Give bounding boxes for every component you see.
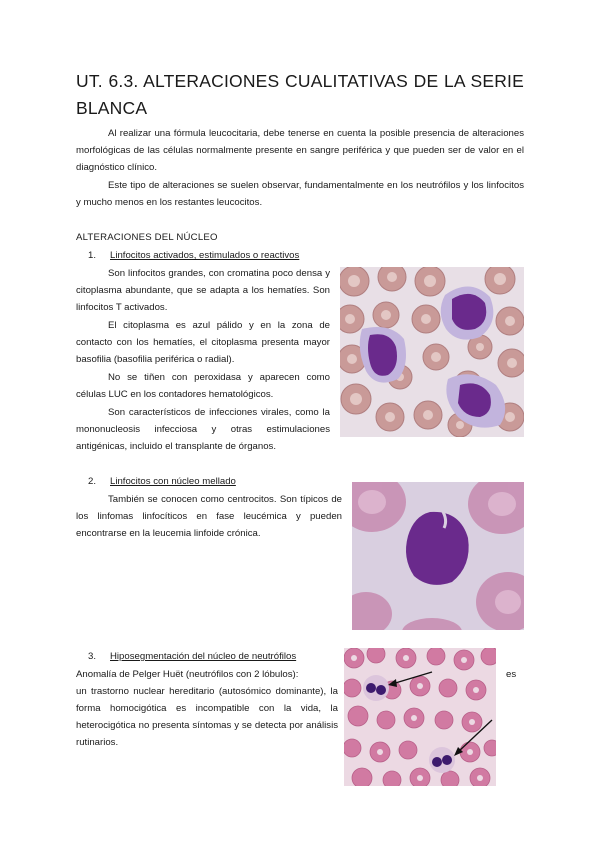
section-heading: ALTERACIONES DEL NÚCLEO [76, 232, 218, 243]
item-3-heading [88, 651, 296, 662]
page-title-line1: UT. 6.3. ALTERACIONES CUALITATIVAS DE LA SERIE [76, 71, 524, 91]
item-2-label: Linfocitos con núcleo mellado [110, 476, 236, 487]
item-1-paragraph-4: Son característicos de infecciones virales, como la mononucleosis infecciosa y otras estimulaciones antigénicas, incluido el transplante de órganos. [76, 407, 330, 452]
item-1-heading [88, 250, 299, 261]
item-2-paragraph-1: También se conocen como centrocitos. Son típicos de los linfomas linfocíticos en fase leucémica y pueden encontrarse en la leucemia linfoide crónica. [76, 494, 342, 539]
intro-paragraph-2: Este tipo de alteraciones se suelen observar, fundamentalmente en los neutrófilos y los linfocitos y mucho menos en los restantes leucocitos. [76, 180, 524, 208]
item-3-body: un trastorno nuclear hereditario (autosómico dominante), la forma homocigótica es incompatible con la vida, la heterocigótica no presenta síntomas y se detecta por análisis rutinarios. [76, 686, 338, 748]
item-1-paragraph-1: Son linfocitos grandes, con cromatina poco densa y citoplasma abundante, que se adapta a los hematíes. Son linfocitos T activados. [76, 268, 330, 313]
item-3-trail: es [506, 669, 517, 680]
item-3-lead: Anomalía de Pelger Huët (neutrófilos con 2 lóbulos): [76, 669, 299, 680]
item-3-label: Hiposegmentación del núcleo de neutrófilos [110, 651, 297, 662]
reactive-lymphocytes-micrograph [340, 267, 524, 437]
reactive-lymphocytes-svg [340, 267, 524, 437]
item-2-heading [88, 476, 236, 487]
item-1-number: 1. [88, 250, 97, 261]
intro-paragraph-1: Al realizar una fórmula leucocitaria, debe tenerse en cuenta la posible presencia de alteraciones morfológicas de las células normalmente presente en sangre periférica y que pueden ser de valor en el diagnóstico clínico. [76, 128, 524, 173]
item-1-paragraph-3: No se tiñen con peroxidasa y aparecen como células LUC en los contadores hematológicos. [76, 372, 330, 400]
notched-lymphocyte-svg [352, 482, 524, 630]
page-title [76, 68, 524, 122]
pelger-huet-svg [344, 648, 496, 786]
item-1-label: Linfocitos activados, estimulados o reactivos [110, 250, 300, 261]
page-title-line2: BLANCA [76, 98, 148, 118]
item-2-number: 2. [88, 476, 97, 487]
item-3-number: 3. [88, 651, 97, 662]
pelger-huet-micrograph [344, 648, 496, 786]
item-1-paragraph-2: El citoplasma es azul pálido y en la zona de contacto con los hematíes, el citoplasma presenta mayor basofilia (basofilia periférica o radial). [76, 320, 330, 365]
notched-lymphocyte-micrograph [352, 482, 524, 630]
